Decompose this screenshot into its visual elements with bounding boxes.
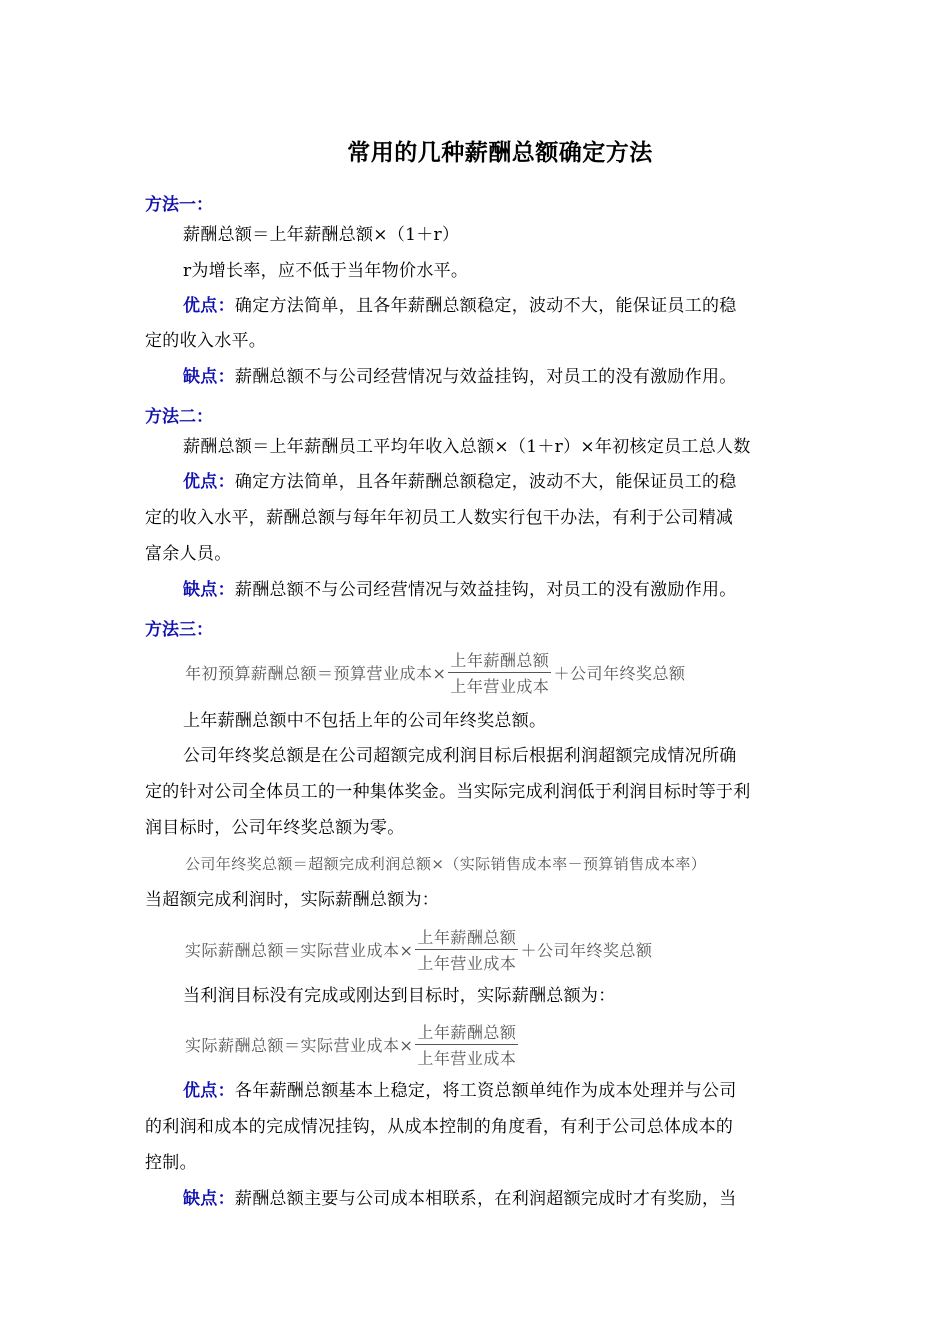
- method-2-heading: 方法二：: [145, 407, 213, 427]
- method-3-para: 润目标时，公司年终奖总额为零。: [145, 818, 405, 838]
- method-3-para: 当超额完成利润时，实际薪酬总额为：: [145, 890, 440, 910]
- cons-label: 缺点：: [183, 367, 235, 387]
- method-1-heading: 方法一：: [145, 195, 213, 215]
- cons-text: 薪酬总额主要与公司成本相联系，在利润超额完成时才有奖励，当: [234, 1189, 737, 1209]
- fraction-numerator: 上年薪酬总额: [448, 648, 551, 673]
- method-2-pros-cont: 富余人员。: [145, 544, 232, 564]
- method-3-para: 上年薪酬总额中不包括上年的公司年终奖总额。: [183, 711, 547, 731]
- fraction-numerator: 上年薪酬总额: [415, 925, 518, 950]
- cons-label: 缺点：: [183, 580, 235, 600]
- cons-text: 薪酬总额不与公司经营情况与效益挂钩，对员工的没有激励作用。: [234, 580, 737, 600]
- page-title: 常用的几种薪酬总额确定方法: [347, 139, 653, 166]
- method-1-formula: 薪酬总额＝上年薪酬总额×（1＋r）: [183, 225, 460, 245]
- pros-label: 优点：: [183, 1081, 235, 1101]
- method-3-pros-cont: 控制。: [145, 1153, 197, 1173]
- formula-lhs: 实际薪酬总额＝实际营业成本×: [185, 1036, 414, 1055]
- method-3-pros-cont: 的利润和成本的完成情况挂钩，从成本控制的角度看，有利于公司总体成本的: [145, 1117, 734, 1137]
- cons-text: 薪酬总额不与公司经营情况与效益挂钩，对员工的没有激励作用。: [234, 367, 737, 387]
- formula-year-end-bonus: 公司年终奖总额＝超额完成利润总额×（实际销售成本率－预算销售成本率）: [185, 855, 707, 873]
- fraction: [415, 1020, 518, 1069]
- pros-label: 优点：: [183, 472, 235, 492]
- method-2-pros: [183, 472, 737, 492]
- fraction-denominator: 上年营业成本: [417, 1049, 517, 1068]
- formula-rhs: ＋公司年终奖总额: [553, 664, 686, 683]
- pros-text: 确定方法简单，且各年薪酬总额稳定，波动不大，能保证员工的稳: [234, 296, 737, 316]
- method-3-pros: [183, 1081, 737, 1101]
- method-2-formula: 薪酬总额＝上年薪酬员工平均年收入总额×（1＋r）×年初核定员工总人数: [183, 437, 751, 457]
- method-1-pros: [183, 296, 737, 316]
- cons-label: 缺点：: [183, 1189, 235, 1209]
- formula-actual-salary-exceeded: [185, 925, 652, 974]
- formula-budget-salary: [185, 648, 685, 697]
- pros-text: 各年薪酬总额基本上稳定，将工资总额单纯作为成本处理并与公司: [234, 1081, 737, 1101]
- pros-text: 确定方法简单，且各年薪酬总额稳定，波动不大，能保证员工的稳: [234, 472, 737, 492]
- fraction-denominator: 上年营业成本: [450, 677, 550, 696]
- method-3-para: 当利润目标没有完成或刚达到目标时，实际薪酬总额为：: [183, 986, 616, 1006]
- method-1-note: r为增长率，应不低于当年物价水平。: [183, 261, 469, 281]
- fraction: [448, 648, 551, 697]
- pros-label: 优点：: [183, 296, 235, 316]
- fraction: [415, 925, 518, 974]
- formula-rhs: ＋公司年终奖总额: [520, 941, 653, 960]
- formula-lhs: 实际薪酬总额＝实际营业成本×: [185, 941, 414, 960]
- fraction-numerator: 上年薪酬总额: [415, 1020, 518, 1045]
- method-3-cons: [183, 1189, 737, 1209]
- formula-actual-salary-not-met: [185, 1020, 520, 1069]
- method-3-heading: 方法三：: [145, 620, 213, 640]
- method-2-cons: [183, 580, 737, 600]
- method-1-cons: [183, 367, 737, 387]
- fraction-denominator: 上年营业成本: [417, 954, 517, 973]
- method-1-pros-cont: 定的收入水平。: [145, 331, 267, 351]
- method-3-para: 公司年终奖总额是在公司超额完成利润目标后根据利润超额完成情况所确: [183, 746, 737, 766]
- method-2-pros-cont: 定的收入水平，薪酬总额与每年年初员工人数实行包干办法，有利于公司精减: [145, 508, 734, 528]
- formula-lhs: 年初预算薪酬总额＝预算营业成本×: [185, 664, 447, 683]
- method-3-para: 定的针对公司全体员工的一种集体奖金。当实际完成利润低于利润目标时等于利: [145, 782, 751, 802]
